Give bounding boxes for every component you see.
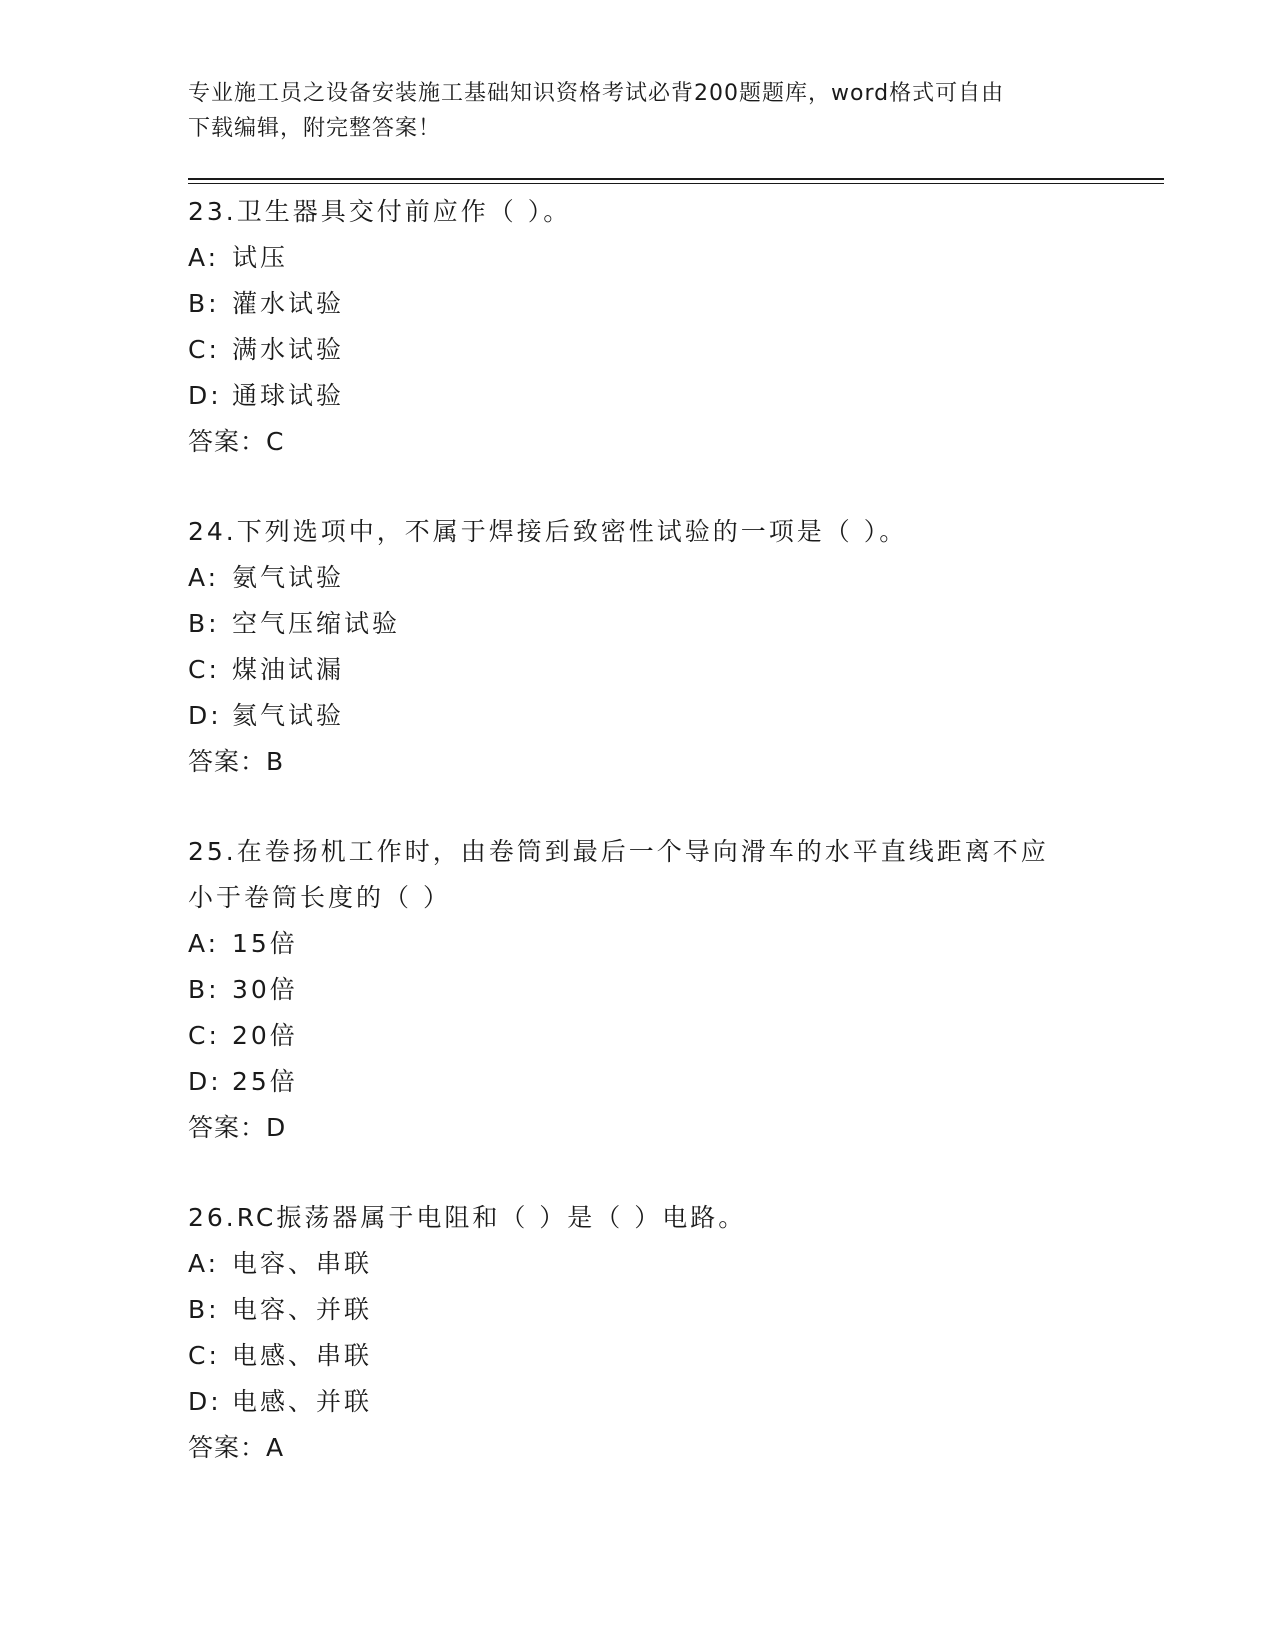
question-stem-line-2: 小于卷筒长度的（ ）: [188, 883, 451, 912]
option-c: [188, 327, 1088, 373]
option-a: [188, 555, 1088, 601]
option-key: C:: [188, 1021, 220, 1050]
option-text: 电容、并联: [232, 1295, 373, 1324]
option-d: [188, 373, 1088, 419]
answer-value: D: [266, 1113, 289, 1142]
answer-label: 答案：: [188, 1113, 267, 1142]
answer-label: 答案：: [188, 1433, 267, 1462]
option-key: B:: [188, 609, 220, 638]
option-key: A:: [188, 563, 220, 592]
answer-line: [188, 1425, 1088, 1471]
option-b: [188, 281, 1088, 327]
option-text: 15倍: [232, 929, 298, 958]
option-a: [188, 1241, 1088, 1287]
option-text: 空气压缩试验: [232, 609, 401, 638]
option-key: B:: [188, 1295, 220, 1324]
option-text: 电容、串联: [232, 1249, 373, 1278]
option-text: 氨气试验: [232, 563, 345, 592]
option-text: 20倍: [232, 1021, 298, 1050]
question-23: [188, 189, 1088, 465]
question-stem: 24.下列选项中，不属于焊接后致密性试验的一项是（ ）。: [188, 517, 908, 546]
option-key: C:: [188, 1341, 220, 1370]
option-text: 满水试验: [232, 335, 345, 364]
option-text: 25倍: [232, 1067, 298, 1096]
answer-value: C: [266, 427, 287, 456]
answer-line: [188, 739, 1088, 785]
option-b: [188, 1287, 1088, 1333]
option-a: [188, 235, 1088, 281]
option-key: A:: [188, 1249, 220, 1278]
option-d: [188, 1059, 1088, 1105]
option-text: 试压: [232, 243, 289, 272]
header-line-2: 下载编辑，附完整答案！: [188, 116, 442, 141]
option-key: C:: [188, 335, 220, 364]
option-key: D:: [188, 1067, 222, 1096]
option-a: [188, 921, 1088, 967]
option-text: 煤油试漏: [232, 655, 345, 684]
answer-value: B: [266, 747, 287, 776]
answer-value: A: [266, 1433, 287, 1462]
answer-line: [188, 1105, 1088, 1151]
option-c: [188, 1333, 1088, 1379]
document-header: [188, 76, 1088, 146]
option-text: 灌水试验: [232, 289, 345, 318]
answer-label: 答案：: [188, 747, 267, 776]
answer-line: [188, 419, 1088, 465]
question-26: [188, 1195, 1088, 1471]
header-divider: [188, 178, 1164, 184]
option-c: [188, 647, 1088, 693]
question-stem: 26.RC振荡器属于电阻和（ ）是（ ）电路。: [188, 1203, 747, 1232]
option-text: 氦气试验: [232, 701, 345, 730]
header-line-1: 专业施工员之设备安装施工基础知识资格考试必背200题题库，word格式可自由: [188, 81, 1005, 106]
option-text: 30倍: [232, 975, 298, 1004]
option-key: D:: [188, 381, 222, 410]
option-key: A:: [188, 929, 220, 958]
option-d: [188, 693, 1088, 739]
option-key: B:: [188, 289, 220, 318]
option-key: C:: [188, 655, 220, 684]
option-text: 通球试验: [232, 381, 345, 410]
question-24: [188, 509, 1088, 785]
option-d: [188, 1379, 1088, 1425]
question-25: [188, 829, 1088, 1151]
option-text: 电感、串联: [232, 1341, 373, 1370]
answer-label: 答案：: [188, 427, 267, 456]
option-c: [188, 1013, 1088, 1059]
option-b: [188, 967, 1088, 1013]
option-key: D:: [188, 1387, 222, 1416]
option-key: A:: [188, 243, 220, 272]
option-key: D:: [188, 701, 222, 730]
question-stem-line-1: 25.在卷扬机工作时，由卷筒到最后一个导向滑车的水平直线距离不应: [188, 837, 1049, 866]
option-key: B:: [188, 975, 220, 1004]
question-stem: 23.卫生器具交付前应作（ ）。: [188, 197, 572, 226]
option-text: 电感、并联: [232, 1387, 373, 1416]
option-b: [188, 601, 1088, 647]
